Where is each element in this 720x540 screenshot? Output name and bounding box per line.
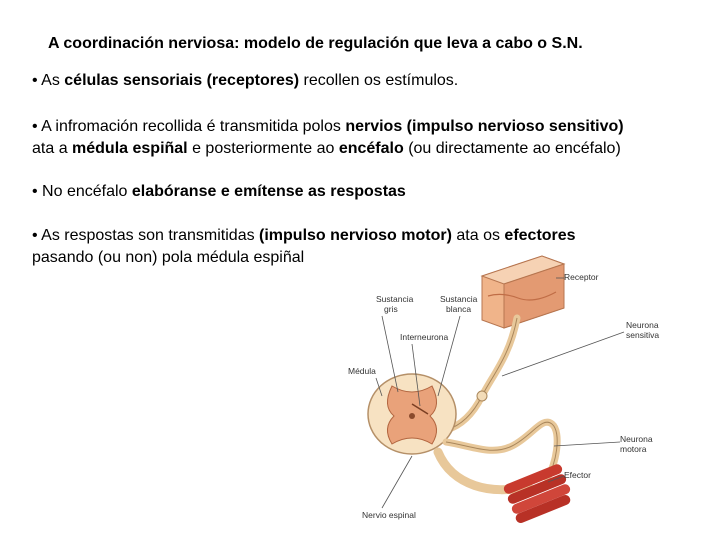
label-sustancia-gris-2: gris — [384, 304, 398, 314]
bullet-bold: encéfalo — [338, 140, 404, 157]
label-sustancia-blanca-2: blanca — [446, 304, 472, 314]
bullet-text: ata a — [32, 140, 73, 157]
bullet-text: • A infromación recollida é transmitida polos — [32, 118, 346, 135]
bullet-text: • As — [32, 72, 65, 89]
bullet-information-transmission — [32, 116, 624, 160]
label-neurona-motora: Neurona — [620, 434, 653, 444]
central-canal — [409, 413, 415, 419]
sensory-ganglion — [477, 391, 487, 401]
label-efector: Efector — [564, 470, 591, 480]
bullet-text: recollen os estímulos. — [299, 72, 459, 89]
bullet-brain-responses — [32, 181, 406, 203]
bullet-line: pasando (ou non) pola médula espiñal — [32, 249, 305, 266]
bullet-line — [32, 116, 624, 138]
bullet-bold: efectores — [504, 227, 576, 244]
label-nervio-espinal: Nervio espinal — [362, 510, 416, 520]
bullet-bold: elabóranse e emítense as respostas — [131, 183, 406, 200]
label-neurona-sensitiva: Neurona — [626, 320, 659, 330]
label-medula: Médula — [348, 366, 376, 376]
label-interneurona: Interneurona — [400, 332, 449, 342]
label-neurona-sensitiva-2: sensitiva — [626, 330, 660, 340]
bullet-bold: nervios (impulso nervioso sensitivo) — [345, 118, 624, 135]
bullet-line — [32, 225, 576, 247]
reflex-arc-illustration — [342, 246, 664, 523]
reflex-arc-diagram — [342, 246, 664, 523]
bullet-text: • As respostas son transmitidas — [32, 227, 260, 244]
bullet-text: e posteriormente ao — [187, 140, 339, 157]
label-sustancia-gris: Sustancia — [376, 294, 414, 304]
label-neurona-motora-2: motora — [620, 444, 647, 454]
bullet-bold: células sensoriais (receptores) — [64, 72, 300, 89]
bullet-text: ata os — [451, 227, 505, 244]
bullet-bold: (impulso nervioso motor) — [259, 227, 452, 244]
bullet-bold: médula espiñal — [72, 140, 188, 157]
bullet-text: (ou directamente ao encéfalo) — [403, 140, 621, 157]
bullet-sensory-cells — [32, 70, 458, 92]
label-sustancia-blanca: Sustancia — [440, 294, 478, 304]
bullet-text: • No encéfalo — [32, 183, 132, 200]
slide-title: A coordinación nerviosa: modelo de regulación que leva a cabo o S.N. — [48, 35, 583, 52]
label-receptor: Receptor — [564, 272, 599, 282]
bullet-line — [32, 138, 624, 160]
